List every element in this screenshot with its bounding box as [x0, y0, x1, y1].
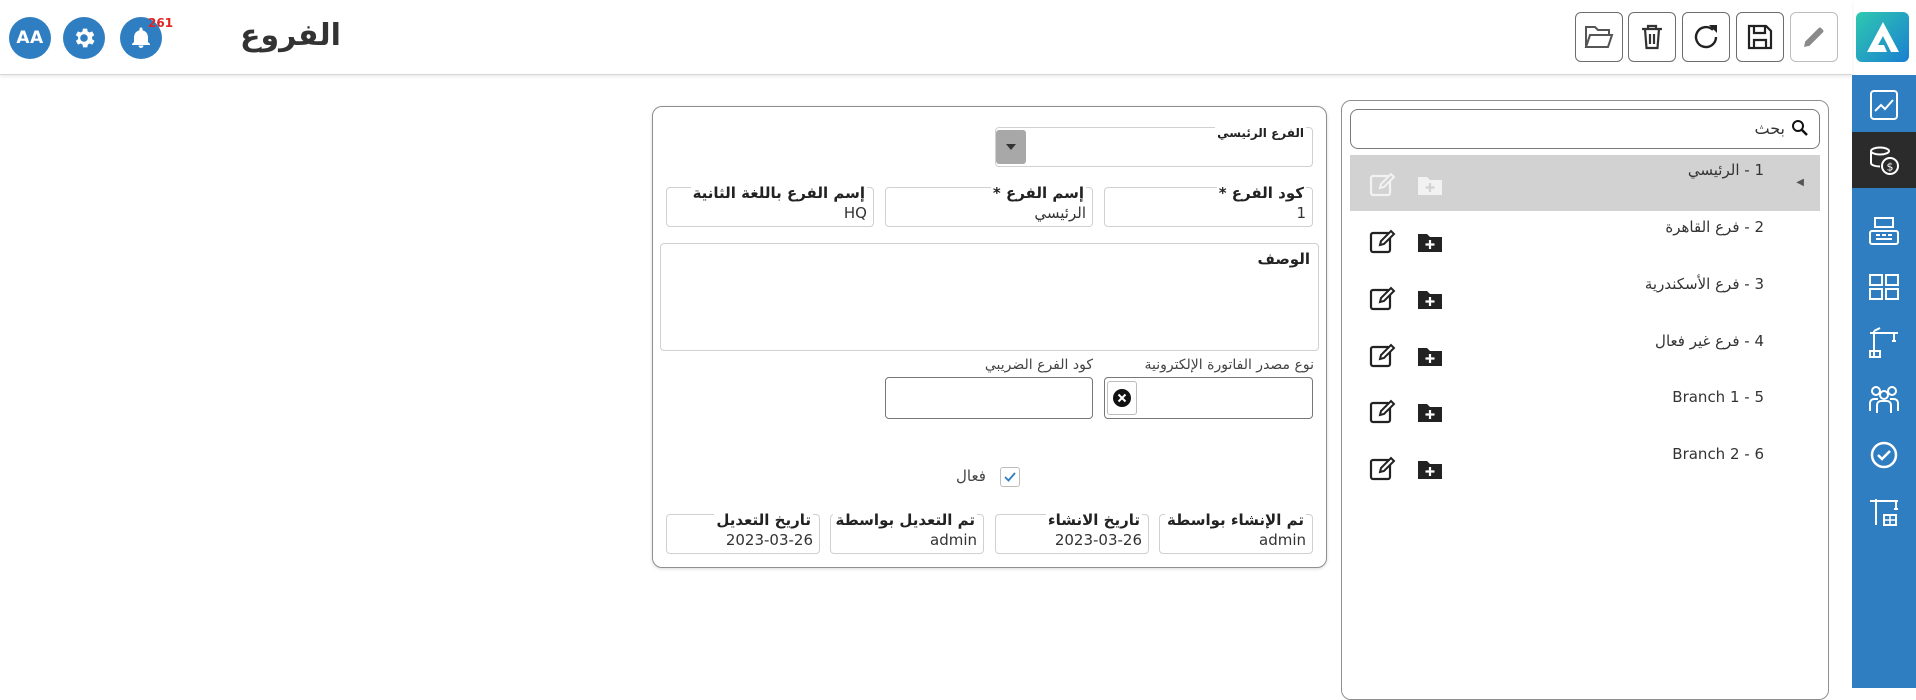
- einvoice-source-label: نوع مصدر الفاتورة الإلكترونية: [1144, 357, 1314, 373]
- delete-button[interactable]: [1628, 12, 1676, 62]
- tree-row-label: 2 - فرع القاهرة: [1665, 218, 1764, 236]
- add-child-folder-icon[interactable]: [1416, 400, 1444, 424]
- notification-count-badge: 261: [148, 16, 174, 30]
- branch-name-value: الرئيسي: [1034, 204, 1086, 222]
- gear-icon: [71, 25, 97, 51]
- pencil-icon: [1801, 24, 1827, 50]
- rail-item-inventory[interactable]: [1852, 259, 1916, 315]
- tree-row-1[interactable]: [1350, 155, 1820, 211]
- rail-item-projects[interactable]: [1852, 315, 1916, 371]
- created-by-label: تم الإنشاء بواسطة: [1167, 511, 1304, 529]
- user-avatar[interactable]: AA: [9, 17, 51, 59]
- tax-branch-code-input[interactable]: [885, 377, 1093, 419]
- description-label: الوصف: [1257, 250, 1310, 268]
- branch-code-field[interactable]: [1104, 184, 1313, 227]
- coins-dollar-icon: [1866, 142, 1902, 178]
- tower-crane-icon: [1866, 493, 1902, 529]
- description-textarea[interactable]: [660, 243, 1319, 351]
- tree-row-4[interactable]: [1350, 326, 1820, 382]
- branch-code-value: 1: [1296, 204, 1306, 222]
- edit-node-icon[interactable]: [1368, 228, 1396, 256]
- app-header: [0, 0, 1852, 75]
- branch-name-field[interactable]: [885, 184, 1093, 227]
- people-group-icon: [1866, 381, 1902, 417]
- clear-selection-button[interactable]: [1107, 381, 1137, 415]
- active-checkbox[interactable]: [1000, 467, 1020, 487]
- branches-tree-panel: [1341, 100, 1829, 700]
- parent-branch-select[interactable]: [995, 127, 1313, 167]
- search-placeholder: بحث: [1754, 119, 1785, 138]
- cash-register-icon: [1866, 213, 1902, 249]
- tree-row-6[interactable]: [1350, 439, 1820, 495]
- page-title: الفروع: [240, 18, 341, 53]
- tree-row-5[interactable]: [1350, 382, 1820, 438]
- modified-by-field: [830, 511, 984, 554]
- search-icon: [1791, 119, 1809, 137]
- chart-document-icon: [1866, 87, 1902, 123]
- parent-branch-label: الفرع الرئيسي: [1217, 126, 1304, 140]
- created-date-field: [995, 511, 1149, 554]
- warehouse-icon: [1866, 269, 1902, 305]
- tree-row-label: 4 - فرع غير فعال: [1655, 332, 1764, 350]
- created-by-value: admin: [1259, 531, 1306, 549]
- tree-row-label: 1 - الرئيسي: [1687, 161, 1764, 179]
- edit-button[interactable]: [1790, 12, 1838, 62]
- logo-mark-icon: [1863, 18, 1903, 56]
- rail-item-construction[interactable]: [1852, 483, 1916, 539]
- modified-date-field: [666, 511, 820, 554]
- created-date-label: تاريخ الانشاء: [1047, 511, 1140, 529]
- tree-search-input[interactable]: [1350, 109, 1820, 149]
- expand-arrow-icon[interactable]: ◀: [1796, 177, 1804, 188]
- branch-name-second-value: HQ: [843, 204, 867, 222]
- modified-date-value: 2023-03-26: [725, 531, 813, 549]
- branch-name-label: إسم الفرع *: [992, 184, 1084, 202]
- app-logo[interactable]: [1856, 12, 1909, 62]
- tree-row-2[interactable]: [1350, 212, 1820, 268]
- tree-row-label: 3 - فرع الأسكندرية: [1644, 275, 1764, 293]
- folder-open-icon: [1584, 23, 1614, 51]
- branch-name-second-field[interactable]: [666, 184, 874, 227]
- rail-item-dashboard[interactable]: [1852, 77, 1916, 133]
- tree-row-3[interactable]: [1350, 269, 1820, 325]
- floppy-disk-icon: [1746, 23, 1774, 51]
- badge-check-icon: [1866, 437, 1902, 473]
- rail-item-hr[interactable]: [1852, 371, 1916, 427]
- created-date-value: 2023-03-26: [1054, 531, 1142, 549]
- rail-item-finance[interactable]: [1852, 132, 1916, 188]
- add-child-folder-icon[interactable]: [1416, 344, 1444, 368]
- crane-icon: [1866, 325, 1902, 361]
- branch-name-second-label: إسم الفرع باللغة الثانية: [692, 184, 865, 202]
- caret-down-icon: [1006, 144, 1016, 150]
- save-button[interactable]: [1736, 12, 1784, 62]
- modified-date-label: تاريخ التعديل: [716, 511, 811, 529]
- edit-node-icon[interactable]: [1368, 342, 1396, 370]
- rail-item-pos[interactable]: [1852, 203, 1916, 259]
- edit-node-icon[interactable]: [1368, 171, 1396, 199]
- add-child-folder-icon[interactable]: [1416, 287, 1444, 311]
- modified-by-label: تم التعديل بواسطة: [835, 511, 975, 529]
- svg-text:$: $: [1886, 160, 1894, 174]
- module-rail: [1852, 75, 1916, 688]
- tree-row-label: Branch 1 - 5: [1672, 388, 1764, 406]
- refresh-icon: [1691, 22, 1721, 52]
- branch-code-label: كود الفرع *: [1218, 184, 1304, 202]
- einvoice-source-select[interactable]: [1104, 377, 1313, 419]
- edit-node-icon[interactable]: [1368, 455, 1396, 483]
- tax-branch-code-label: كود الفرع الضريبي: [984, 357, 1093, 373]
- add-child-folder-icon[interactable]: [1416, 173, 1444, 197]
- open-button[interactable]: [1575, 12, 1623, 62]
- add-child-folder-icon[interactable]: [1416, 230, 1444, 254]
- check-icon: [1004, 472, 1016, 482]
- settings-button[interactable]: [63, 17, 105, 59]
- clear-circle-icon: [1112, 388, 1132, 408]
- created-by-field: [1159, 511, 1313, 554]
- active-label: فعال: [956, 467, 986, 485]
- refresh-button[interactable]: [1682, 12, 1730, 62]
- trash-icon: [1640, 23, 1664, 51]
- branch-form-panel: [652, 106, 1327, 568]
- add-child-folder-icon[interactable]: [1416, 457, 1444, 481]
- edit-node-icon[interactable]: [1368, 398, 1396, 426]
- modified-by-value: admin: [930, 531, 977, 549]
- rail-item-quality[interactable]: [1852, 427, 1916, 483]
- edit-node-icon[interactable]: [1368, 285, 1396, 313]
- tree-row-label: Branch 2 - 6: [1672, 445, 1764, 463]
- parent-branch-dropdown-button[interactable]: [996, 130, 1026, 164]
